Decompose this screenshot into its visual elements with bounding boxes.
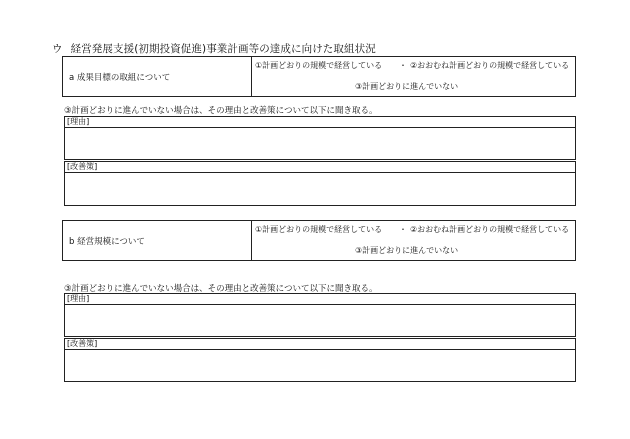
option-separator: ・ <box>399 225 407 234</box>
question-table-a <box>62 56 576 97</box>
improvement-field-b[interactable] <box>64 338 576 382</box>
improvement-label: [改善策] <box>65 162 575 173</box>
improvement-label: [改善策] <box>65 339 575 350</box>
option-3[interactable]: ③計画どおりに進んでいない <box>355 246 459 255</box>
reason-field-a[interactable] <box>64 116 576 160</box>
instruction-note: ③計画どおりに進んでいない場合は、その理由と改善策について以下に聞き取る。 <box>64 284 378 294</box>
option-3[interactable]: ③計画どおりに進んでいない <box>355 82 459 91</box>
reason-field-b[interactable] <box>64 293 576 337</box>
title-text: 経営発展支援(初期投資促進)事業計画等の達成に向けた取組状況 <box>70 43 376 55</box>
reason-label: [理由] <box>65 117 575 128</box>
instruction-note: ③計画どおりに進んでいない場合は、その理由と改善策について以下に聞き取る。 <box>64 106 378 116</box>
option-2[interactable]: ②おおむね計画どおりの規模で経営している <box>410 225 570 234</box>
section-marker: ウ <box>52 43 63 55</box>
improvement-field-a[interactable] <box>64 161 576 206</box>
page-title <box>52 41 376 56</box>
option-2[interactable]: ②おおむね計画どおりの規模で経営している <box>410 61 570 70</box>
question-label: a 成果目標の取組について <box>63 57 252 96</box>
option-separator: ・ <box>399 61 407 70</box>
option-1[interactable]: ①計画どおりの規模で経営している <box>255 225 383 234</box>
question-table-b <box>62 220 576 261</box>
reason-label: [理由] <box>65 294 575 305</box>
option-1[interactable]: ①計画どおりの規模で経営している <box>255 61 383 70</box>
question-label: b 経営規模について <box>63 221 252 260</box>
